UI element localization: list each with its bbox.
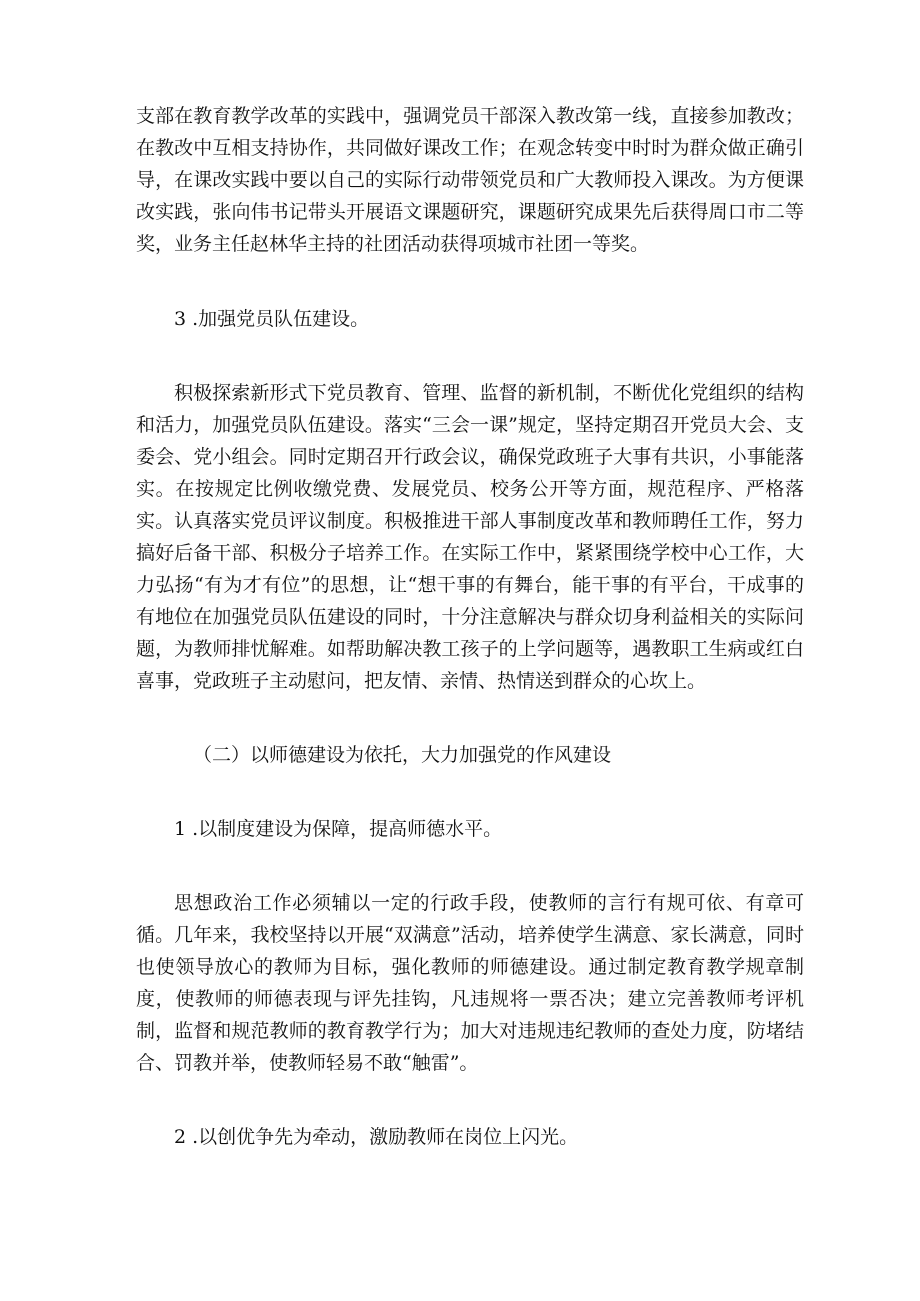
heading-system-building: 1 .以制度建设为保障，提高师德水平。 bbox=[174, 818, 503, 840]
heading-excellence-competition: 2 .以创优争先为牵动，激励教师在岗位上闪光。 bbox=[174, 1126, 579, 1148]
paragraph-party-team-building: 积极探索新形式下党员教育、管理、监督的新机制，不断优化党组织的结构和活力，加强党员队伍建设。落实“三会一课”规定，坚持定期召开党员大会、支委会、党小组会。同时定期召开行政会议，确保党政班子大事有共识，小事能落实。在按规定比例收缴党费、发展党员、校务公开等方面，规范程序、严格落实。认真落实党员评议制度。积极推进干部人事制度改革和教师聘任工作，努力搞好后备干部、积极分子培养工作。在实际工作中，紧紧围绕学校中心工作，大力弘扬“有为才有位”的思想，让“想干事的有舞台，能干事的有平台，干成事的有地位在加强党员队伍建设的同时，十分注意解决与群众切身利益相关的实际问题，为教师排忧解难。如帮助解决教工孩子的上学问题等，遇教职工生病或红白喜事，党政班子主动慰问，把友情、亲情、热情送到群众的心坎上。 bbox=[136, 382, 804, 692]
paragraph-reform-practice: 支部在教育教学改革的实践中，强调党员干部深入教改第一线，直接参加教改；在教改中互相支持协作，共同做好课改工作；在观念转变中时时为群众做正确引导，在课改实践中要以自己的实际行动带领党员和广大教师投入课改。为方便课改实践，张向伟书记带头开展语文课题研究，课题研究成果先后获得周口市二等奖，业务主任赵林华主持的社团活动获得项城市社团一等奖。 bbox=[136, 105, 804, 255]
paragraph-system-building: 思想政治工作必须辅以一定的行政手段，使教师的言行有规可依、有章可循。几年来，我校坚持以开展“双满意”活动，培养使学生满意、家长满意，同时也使领导放心的教师为目标，强化教师的师德建设。通过制定教育教学规章制度，使教师的师德表现与评先挂钩，凡违规将一票否决；建立完善教师考评机制，监督和规范教师的教育教学行为；加大对违规违纪教师的查处力度，防堵结合、罚教并举，使教师轻易不敢“触雷”。 bbox=[136, 892, 804, 1074]
heading-party-team-building: 3 .加强党员队伍建设。 bbox=[174, 308, 370, 330]
section-heading-teacher-ethics: （二）以师德建设为依托，大力加强党的作风建设 bbox=[193, 744, 612, 766]
document-body bbox=[136, 100, 804, 1153]
